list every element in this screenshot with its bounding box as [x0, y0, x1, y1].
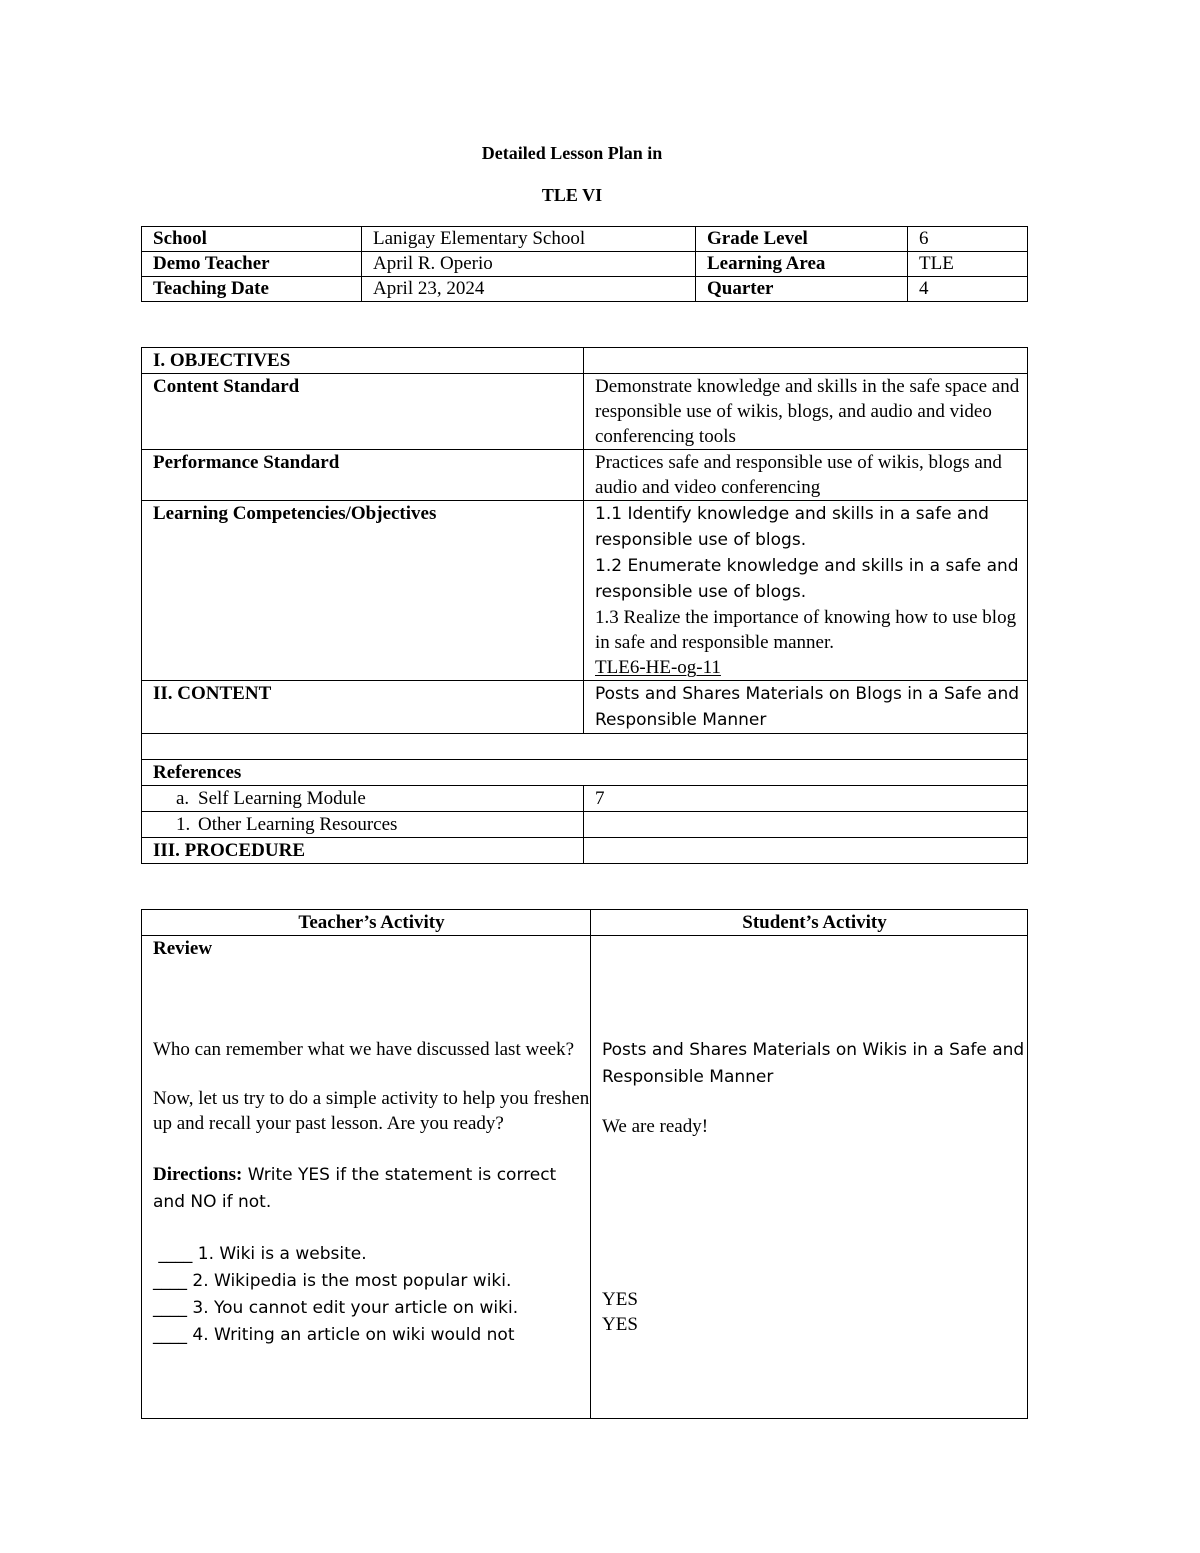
performance-standard-value: Practices safe and responsible use of wikis, blogs and audio and video conferencing: [584, 450, 1028, 501]
table-row: [142, 838, 1028, 864]
student-answer-2: We are ready!: [602, 1116, 709, 1137]
teaching-date-label: Teaching Date: [142, 277, 362, 302]
list-item: ____ 4. Writing an article on wiki would not: [153, 1325, 515, 1345]
teacher-question-2: Now, let us try to do a simple activity to help you freshen up and recall your past lesson. Are you ready?: [153, 1088, 590, 1134]
student-activity-cell: [591, 936, 1028, 1419]
table-row: [142, 501, 1028, 681]
procedure-heading: III. PROCEDURE: [142, 838, 584, 864]
references-label: References: [142, 760, 1028, 786]
learning-area-label: Learning Area: [696, 252, 908, 277]
reference-label: Other Learning Resources: [198, 814, 398, 835]
answer-item: YES: [602, 1314, 638, 1335]
school-value: Lanigay Elementary School: [362, 227, 696, 252]
content-standard-label: Content Standard: [142, 374, 584, 450]
competency-1: 1.1 Identify knowledge and skills in a safe and responsible use of blogs.: [595, 504, 989, 550]
table-row: [142, 277, 1028, 302]
table-row: [142, 936, 1028, 1419]
table-row: [142, 734, 1028, 760]
table-row: [142, 681, 1028, 734]
competencies-value: [584, 501, 1028, 681]
quarter-label: Quarter: [696, 277, 908, 302]
competencies-label: Learning Competencies/Objectives: [142, 501, 584, 681]
objectives-table: [141, 347, 1028, 864]
directions-label: Directions:: [153, 1164, 243, 1185]
student-answer-1: Posts and Shares Materials on Wikis in a Safe and Responsible Manner: [602, 1040, 1025, 1087]
list-item: ____ 3. You cannot edit your article on wiki.: [153, 1298, 519, 1318]
objectives-heading: I. OBJECTIVES: [142, 348, 584, 374]
teaching-date-value: April 23, 2024: [362, 277, 696, 302]
table-row: [142, 252, 1028, 277]
competency-code: TLE6-HE-og-11: [595, 657, 721, 678]
reference-item: [142, 786, 584, 812]
performance-standard-label: Performance Standard: [142, 450, 584, 501]
table-row: [142, 450, 1028, 501]
content-value: Posts and Shares Materials on Blogs in a Safe and Responsible Manner: [584, 681, 1028, 734]
reference-item: [142, 812, 584, 838]
grade-level-label: Grade Level: [696, 227, 908, 252]
learning-area-value: TLE: [908, 252, 1028, 277]
reference-label: Self Learning Module: [198, 788, 366, 809]
content-heading: II. CONTENT: [142, 681, 584, 734]
quarter-value: 4: [908, 277, 1028, 302]
document-subtitle: TLE VI: [541, 185, 603, 205]
list-marker: 1.: [176, 814, 191, 835]
table-row: [142, 812, 1028, 838]
demo-teacher-value: April R. Operio: [362, 252, 696, 277]
demo-teacher-label: Demo Teacher: [142, 252, 362, 277]
teacher-activity-header: Teacher’s Activity: [142, 910, 591, 936]
activity-table: [141, 909, 1028, 1419]
competency-2: 1.2 Enumerate knowledge and skills in a safe and responsible use of blogs.: [595, 556, 1019, 602]
table-row: [142, 227, 1028, 252]
list-marker: a.: [176, 788, 190, 809]
grade-level-value: 6: [908, 227, 1028, 252]
table-row: [142, 348, 1028, 374]
table-row: [142, 786, 1028, 812]
document-title: Detailed Lesson Plan in: [481, 143, 663, 163]
student-activity-header: Student’s Activity: [591, 910, 1028, 936]
review-label: Review: [153, 938, 213, 959]
directions-text: Write YES if the statement is correct and NO if not.: [153, 1165, 557, 1212]
table-row: [142, 374, 1028, 450]
list-item: ____ 2. Wikipedia is the most popular wiki.: [153, 1271, 512, 1291]
school-label: School: [142, 227, 362, 252]
reference-value: 7: [584, 786, 1028, 812]
teacher-question-1: Who can remember what we have discussed last week?: [153, 1039, 574, 1060]
directions: [153, 1161, 590, 1216]
answer-item: YES: [602, 1289, 638, 1310]
teacher-activity-cell: [142, 936, 591, 1419]
competency-3: 1.3 Realize the importance of knowing how to use blog in safe and responsible manner.: [595, 607, 1017, 653]
table-row: [142, 910, 1028, 936]
content-standard-value: Demonstrate knowledge and skills in the safe space and responsible use of wikis, blogs, and audio and video conferencing tools: [584, 374, 1028, 450]
review-items: [153, 1241, 590, 1349]
list-item: ____ 1. Wiki is a website.: [153, 1244, 367, 1264]
table-row: [142, 760, 1028, 786]
info-table: [141, 226, 1028, 302]
